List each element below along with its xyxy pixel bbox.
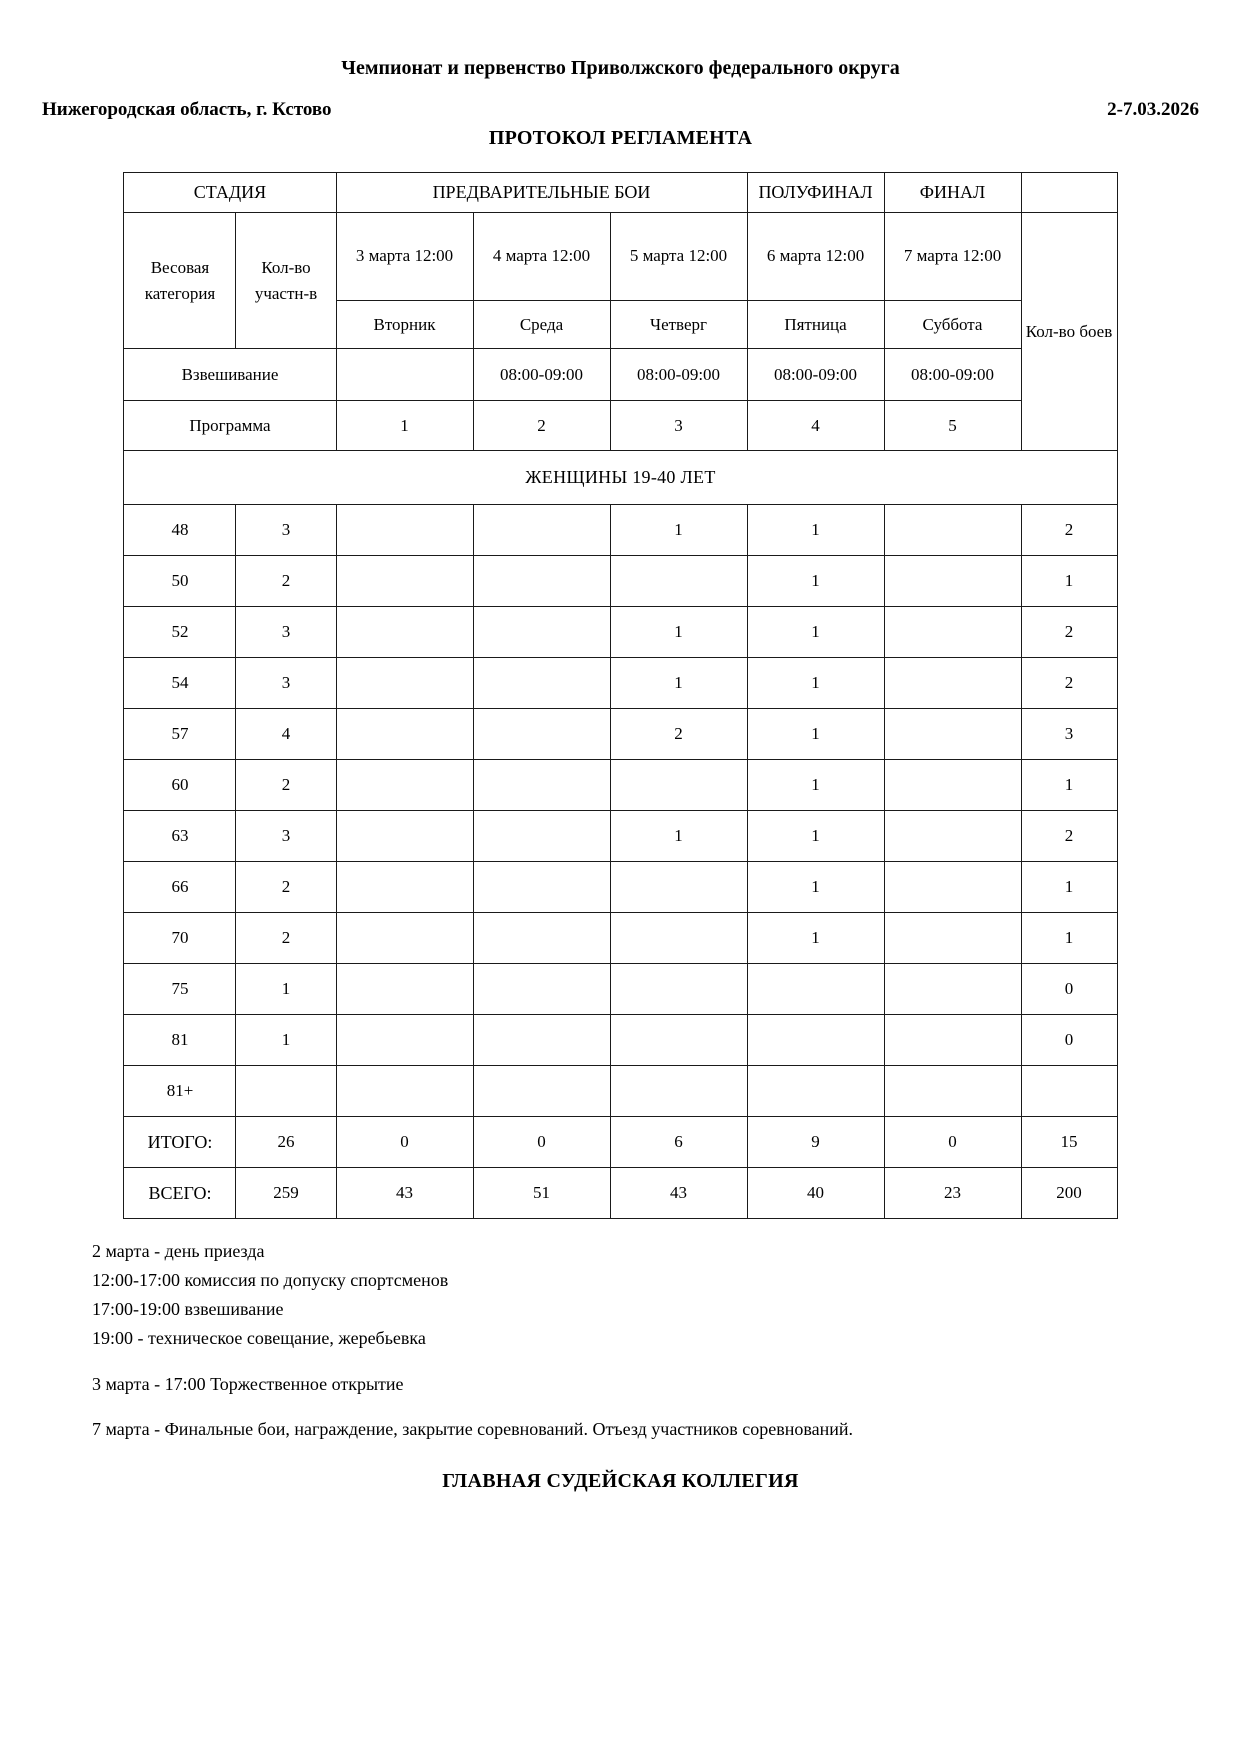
weighin-day4: 08:00-09:00 — [747, 349, 884, 401]
cell-participants: 3 — [236, 607, 336, 658]
cell-day4: 1 — [747, 760, 884, 811]
cell-day1 — [336, 760, 473, 811]
cell-day5 — [884, 505, 1021, 556]
cell-day2 — [473, 658, 610, 709]
schedule-notes — [92, 1237, 1153, 1444]
note-line: 19:00 - техническое совещание, жеребьевка — [92, 1328, 426, 1349]
cell-day2 — [473, 607, 610, 658]
cell-day4 — [747, 1066, 884, 1117]
weighin-day2: 08:00-09:00 — [473, 349, 610, 401]
cell-day5 — [884, 913, 1021, 964]
cell-participants: 1 — [236, 1015, 336, 1066]
cell-day3 — [610, 862, 747, 913]
table-row — [124, 607, 1117, 658]
cell-day2 — [473, 913, 610, 964]
weekday-day4: Пятница — [747, 301, 884, 349]
cell-bouts — [1021, 1066, 1117, 1117]
table-row — [124, 862, 1117, 913]
note-line: 3 марта - 17:00 Торжественное открытие — [92, 1373, 404, 1394]
cell-day2 — [473, 862, 610, 913]
cell-day2 — [473, 709, 610, 760]
cell-participants: 2 — [236, 760, 336, 811]
cell-day2 — [473, 1015, 610, 1066]
program-row — [124, 401, 1117, 451]
grandtotal-label: ВСЕГО: — [124, 1168, 236, 1219]
grandtotal-bouts: 200 — [1021, 1168, 1117, 1219]
cell-weight: 57 — [124, 709, 236, 760]
weighin-label: Взвешивание — [124, 349, 336, 401]
table-row — [124, 658, 1117, 709]
col-header-weight: Весовая категория — [124, 213, 236, 349]
grandtotal-day2: 51 — [473, 1168, 610, 1219]
grandtotal-row — [124, 1168, 1117, 1219]
cell-day5 — [884, 811, 1021, 862]
cell-weight: 48 — [124, 505, 236, 556]
cell-participants: 3 — [236, 811, 336, 862]
stage-semifinal: ПОЛУФИНАЛ — [747, 173, 884, 213]
page-title: ПРОТОКОЛ РЕГЛАМЕНТА — [488, 127, 753, 149]
cell-participants: 2 — [236, 556, 336, 607]
cell-bouts: 1 — [1021, 760, 1117, 811]
cell-bouts: 1 — [1021, 913, 1117, 964]
weekday-day1: Вторник — [336, 301, 473, 349]
weighin-day5: 08:00-09:00 — [884, 349, 1021, 401]
section-title: ЖЕНЩИНЫ 19-40 ЛЕТ — [124, 451, 1117, 505]
date-range-text: 2-7.03.2026 — [1107, 99, 1199, 120]
cell-weight: 52 — [124, 607, 236, 658]
note-line: 17:00-19:00 взвешивание — [92, 1299, 284, 1320]
grandtotal-day4: 40 — [747, 1168, 884, 1219]
cell-day1 — [336, 658, 473, 709]
cell-weight: 60 — [124, 760, 236, 811]
program-label: Программа — [124, 401, 336, 451]
cell-weight: 63 — [124, 811, 236, 862]
weighin-day1 — [336, 349, 473, 401]
weighin-day3: 08:00-09:00 — [610, 349, 747, 401]
cell-day3 — [610, 913, 747, 964]
cell-day1 — [336, 1015, 473, 1066]
table-row — [124, 760, 1117, 811]
cell-day3 — [610, 556, 747, 607]
date-cell-day1: 3 марта 12:00 — [336, 213, 473, 301]
note-line: 7 марта - Финальные бои, награждение, закрытие соревнований. Отъезд участников соревнований. — [92, 1418, 854, 1439]
date-cell-day5: 7 марта 12:00 — [884, 213, 1021, 301]
cell-day1 — [336, 811, 473, 862]
note-spacer — [92, 1354, 1153, 1370]
cell-day3: 1 — [610, 505, 747, 556]
cell-bouts: 2 — [1021, 811, 1117, 862]
subtotal-day2: 0 — [473, 1117, 610, 1168]
date-cell-day3: 5 марта 12:00 — [610, 213, 747, 301]
weekday-day5: Суббота — [884, 301, 1021, 349]
cell-day5 — [884, 709, 1021, 760]
cell-day3: 1 — [610, 607, 747, 658]
cell-bouts: 2 — [1021, 505, 1117, 556]
cell-day3 — [610, 1066, 747, 1117]
weekday-day2: Среда — [473, 301, 610, 349]
cell-day1 — [336, 709, 473, 760]
cell-bouts: 2 — [1021, 658, 1117, 709]
table-row — [124, 811, 1117, 862]
cell-day2 — [473, 505, 610, 556]
cell-day2 — [473, 964, 610, 1015]
cell-day4: 1 — [747, 658, 884, 709]
cell-day2 — [473, 1066, 610, 1117]
table-row — [124, 709, 1117, 760]
cell-day4 — [747, 1015, 884, 1066]
cell-day4: 1 — [747, 811, 884, 862]
cell-day1 — [336, 1066, 473, 1117]
cell-day3 — [610, 760, 747, 811]
table-row — [124, 505, 1117, 556]
table-row — [124, 556, 1117, 607]
cell-day5 — [884, 556, 1021, 607]
cell-bouts: 3 — [1021, 709, 1117, 760]
weekday-day3: Четверг — [610, 301, 747, 349]
cell-day2 — [473, 811, 610, 862]
cell-day5 — [884, 760, 1021, 811]
cell-day3: 1 — [610, 658, 747, 709]
table-row — [124, 913, 1117, 964]
cell-day4 — [747, 964, 884, 1015]
cell-day2 — [473, 556, 610, 607]
cell-day3 — [610, 1015, 747, 1066]
subtotal-participants: 26 — [236, 1117, 336, 1168]
cell-bouts: 1 — [1021, 862, 1117, 913]
cell-weight: 50 — [124, 556, 236, 607]
col-header-bouts: Кол-во боев — [1021, 213, 1117, 451]
subtotal-day4: 9 — [747, 1117, 884, 1168]
subtotal-label: ИТОГО: — [124, 1117, 236, 1168]
cell-day5 — [884, 1066, 1021, 1117]
grandtotal-participants: 259 — [236, 1168, 336, 1219]
table-row — [124, 1015, 1117, 1066]
program-day4: 4 — [747, 401, 884, 451]
cell-day5 — [884, 607, 1021, 658]
cell-day3 — [610, 964, 747, 1015]
table-row — [124, 964, 1117, 1015]
subtotal-bouts: 15 — [1021, 1117, 1117, 1168]
stage-blank — [1021, 173, 1117, 213]
cell-day5 — [884, 964, 1021, 1015]
cell-participants: 1 — [236, 964, 336, 1015]
grandtotal-day3: 43 — [610, 1168, 747, 1219]
date-cell-day4: 6 марта 12:00 — [747, 213, 884, 301]
subtotal-row — [124, 1117, 1117, 1168]
cell-bouts: 0 — [1021, 964, 1117, 1015]
stage-final: ФИНАЛ — [884, 173, 1021, 213]
date-cell-day2: 4 марта 12:00 — [473, 213, 610, 301]
cell-participants: 3 — [236, 505, 336, 556]
cell-bouts: 1 — [1021, 556, 1117, 607]
cell-day4: 1 — [747, 505, 884, 556]
note-line: 12:00-17:00 комиссия по допуску спортсменов — [92, 1270, 449, 1291]
cell-participants: 2 — [236, 862, 336, 913]
dates-header-row — [124, 213, 1117, 301]
cell-day1 — [336, 964, 473, 1015]
subtotal-day5: 0 — [884, 1117, 1021, 1168]
cell-participants: 4 — [236, 709, 336, 760]
cell-day1 — [336, 607, 473, 658]
cell-participants: 3 — [236, 658, 336, 709]
cell-day1 — [336, 556, 473, 607]
meta-row — [42, 99, 1199, 121]
cell-weight: 66 — [124, 862, 236, 913]
cell-day4: 1 — [747, 913, 884, 964]
program-day2: 2 — [473, 401, 610, 451]
location-text: Нижегородская область, г. Кстово — [42, 99, 332, 120]
cell-day1 — [336, 862, 473, 913]
cell-participants — [236, 1066, 336, 1117]
note-spacer — [92, 1399, 1153, 1415]
cell-day5 — [884, 1015, 1021, 1066]
program-day5: 5 — [884, 401, 1021, 451]
section-title-row — [124, 451, 1117, 505]
cell-bouts: 0 — [1021, 1015, 1117, 1066]
competition-title: Чемпионат и первенство Приволжского федерального округа — [341, 57, 900, 79]
cell-participants: 2 — [236, 913, 336, 964]
program-day1: 1 — [336, 401, 473, 451]
stage-preliminary: ПРЕДВАРИТЕЛЬНЫЕ БОИ — [336, 173, 747, 213]
cell-day1 — [336, 505, 473, 556]
grandtotal-day5: 23 — [884, 1168, 1021, 1219]
cell-day4: 1 — [747, 709, 884, 760]
cell-weight: 54 — [124, 658, 236, 709]
weighin-row — [124, 349, 1117, 401]
cell-day4: 1 — [747, 556, 884, 607]
closing-signature: ГЛАВНАЯ СУДЕЙСКАЯ КОЛЛЕГИЯ — [442, 1469, 799, 1492]
subtotal-day1: 0 — [336, 1117, 473, 1168]
cell-day4: 1 — [747, 607, 884, 658]
cell-day3: 2 — [610, 709, 747, 760]
grandtotal-day1: 43 — [336, 1168, 473, 1219]
cell-day5 — [884, 658, 1021, 709]
cell-day3: 1 — [610, 811, 747, 862]
regulation-table — [123, 172, 1117, 1219]
cell-weight: 81 — [124, 1015, 236, 1066]
cell-day5 — [884, 862, 1021, 913]
stage-header-row — [124, 173, 1117, 213]
table-row — [124, 1066, 1117, 1117]
cell-bouts: 2 — [1021, 607, 1117, 658]
note-line: 2 марта - день приезда — [92, 1241, 265, 1261]
subtotal-day3: 6 — [610, 1117, 747, 1168]
program-day3: 3 — [610, 401, 747, 451]
cell-day4: 1 — [747, 862, 884, 913]
cell-weight: 70 — [124, 913, 236, 964]
cell-weight: 75 — [124, 964, 236, 1015]
cell-day2 — [473, 760, 610, 811]
cell-day1 — [336, 913, 473, 964]
cell-weight: 81+ — [124, 1066, 236, 1117]
stage-label: СТАДИЯ — [124, 173, 336, 213]
col-header-participants: Кол-во участн-в — [236, 213, 336, 349]
